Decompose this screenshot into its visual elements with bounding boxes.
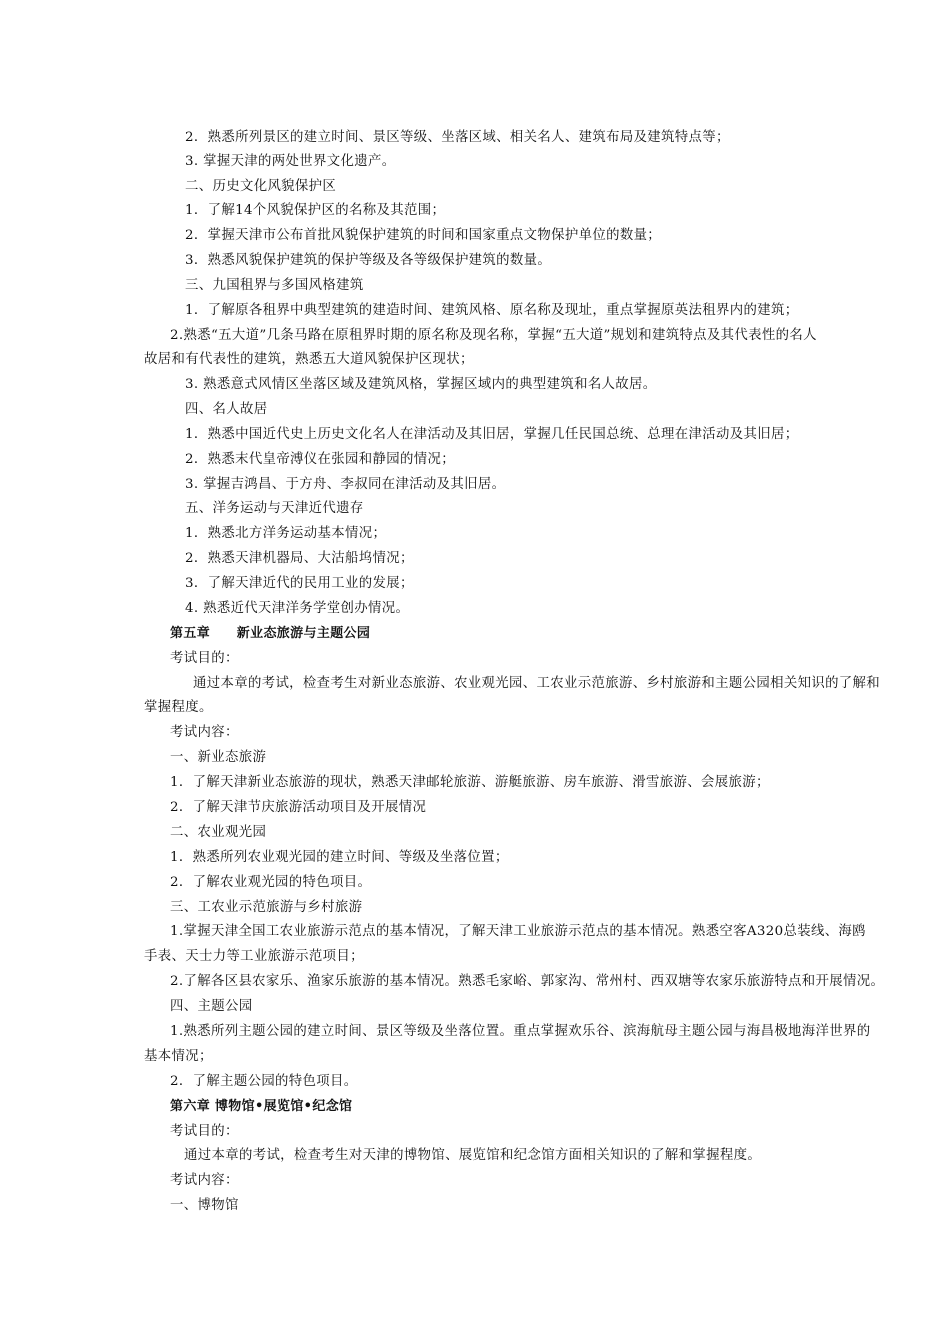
text-line: 3. 熟悉意式风情区坐落区域及建筑风格，掌握区域内的典型建筑和名人故居。 — [185, 377, 657, 392]
section-heading: 一、博物馆 — [170, 1198, 239, 1213]
text-line: 1．熟悉所列农业观光园的建立时间、等级及坐落位置； — [170, 850, 509, 865]
text-line: 1.掌握天津全国工农业旅游示范点的基本情况，了解天津工业旅游示范点的基本情况。熟悉空客A320总装线、海鸥 — [170, 924, 866, 939]
section-heading: 四、主题公园 — [170, 999, 253, 1014]
text-line: 1.熟悉所列主题公园的建立时间、景区等级及坐落位置。重点掌握欢乐谷、滨海航母主题公园与海昌极地海洋世界的 — [170, 1024, 871, 1039]
text-line: 2．掌握天津市公布首批风貌保护建筑的时间和国家重点文物保护单位的数量； — [185, 228, 662, 243]
text-line: 考试内容： — [170, 1173, 239, 1188]
section-heading: 五、洋务运动与天津近代遗存 — [185, 501, 364, 516]
text-line: 3．熟悉风貌保护建筑的保护等级及各等级保护建筑的数量。 — [185, 253, 552, 268]
text-line: 4. 熟悉近代天津洋务学堂创办情况。 — [185, 601, 410, 616]
text-line: 3. 掌握吉鸿昌、于方舟、李叔同在津活动及其旧居。 — [185, 477, 506, 492]
chapter-title: 第六章 博物馆•展览馆•纪念馆 — [170, 1099, 353, 1114]
text-line: 1．了解原各租界中典型建筑的建造时间、建筑风格、原名称及现址，重点掌握原英法租界内的建筑； — [185, 303, 799, 318]
section-heading: 三、九国租界与多国风格建筑 — [185, 278, 364, 293]
text-line: 2．了解主题公园的特色项目。 — [170, 1074, 358, 1089]
text-line: 3. 掌握天津的两处世界文化遗产。 — [185, 154, 396, 169]
text-line: 掌握程度。 — [144, 700, 213, 715]
section-heading: 三、工农业示范旅游与乡村旅游 — [170, 900, 363, 915]
text-line: 2．了解农业观光园的特色项目。 — [170, 875, 372, 890]
text-line: 2.了解各区县农家乐、渔家乐旅游的基本情况。熟悉毛家峪、郭家沟、常州村、西双塘等农家乐旅游特点和开展情况。 — [170, 974, 885, 989]
text-line: 考试目的： — [170, 651, 239, 666]
section-heading: 一、新业态旅游 — [170, 750, 267, 765]
section-heading: 二、历史文化风貌保护区 — [185, 179, 337, 194]
text-line: 1．了解14个风貌保护区的名称及其范围； — [185, 203, 446, 218]
text-line: 考试内容： — [170, 725, 239, 740]
text-line: 2.熟悉“五大道”几条马路在原租界时期的原名称及现名称，掌握“五大道”规划和建筑特点及其代表性的名人 — [170, 328, 817, 343]
text-line: 3．了解天津近代的民用工业的发展； — [185, 576, 414, 591]
text-line: 通过本章的考试，检查考生对新业态旅游、农业观光园、工农业示范旅游、乡村旅游和主题公园相关知识的了解和 — [193, 676, 881, 691]
text-line: 故居和有代表性的建筑，熟悉五大道风貌保护区现状； — [144, 352, 474, 367]
section-heading: 二、农业观光园 — [170, 825, 267, 840]
chapter-title: 第五章 新业态旅游与主题公园 — [170, 626, 371, 641]
text-line: 1．了解天津新业态旅游的现状，熟悉天津邮轮旅游、游艇旅游、房车旅游、滑雪旅游、会展旅游； — [170, 775, 770, 790]
text-line: 手表、天士力等工业旅游示范项目； — [144, 949, 364, 964]
text-line: 2．熟悉天津机器局、大沽船坞情况； — [185, 551, 414, 566]
text-line: 1．熟悉北方洋务运动基本情况； — [185, 526, 387, 541]
text-line: 基本情况； — [144, 1049, 213, 1064]
text-line: 2．了解天津节庆旅游活动项目及开展情况 — [170, 800, 427, 815]
text-line: 考试目的： — [170, 1124, 239, 1139]
section-heading: 四、名人故居 — [185, 402, 268, 417]
text-line: 2．熟悉所列景区的建立时间、景区等级、坐落区域、相关名人、建筑布局及建筑特点等； — [185, 130, 730, 145]
text-line: 2．熟悉末代皇帝溥仪在张园和静园的情况； — [185, 452, 455, 467]
text-line: 通过本章的考试，检查考生对天津的博物馆、展览馆和纪念馆方面相关知识的了解和掌握程度。 — [184, 1148, 762, 1163]
text-line: 1．熟悉中国近代史上历史文化名人在津活动及其旧居，掌握几任民国总统、总理在津活动及其旧居； — [185, 427, 799, 442]
